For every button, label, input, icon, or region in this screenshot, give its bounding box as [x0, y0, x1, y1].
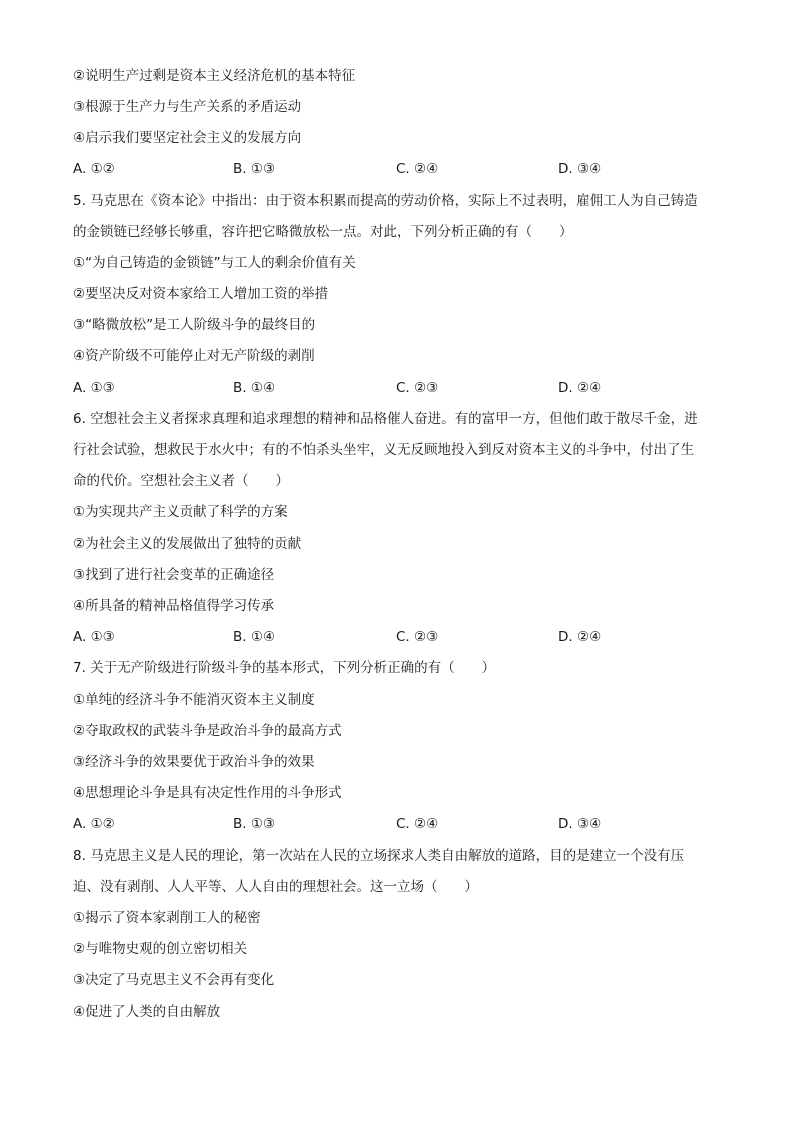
- option-c: C. ②④: [396, 161, 439, 177]
- option-c: C. ②④: [396, 816, 439, 832]
- option-a: A. ①②: [73, 161, 115, 177]
- item-line: ③决定了马克思主义不会再有变化: [73, 972, 275, 988]
- option-c: C. ②③: [396, 629, 439, 645]
- item-line: ②夺取政权的武装斗争是政治斗争的最高方式: [73, 723, 342, 739]
- item-line: ④思想理论斗争是具有决定性作用的斗争形式: [73, 785, 342, 801]
- item-line: ④资产阶级不可能停止对无产阶级的剥削: [73, 348, 315, 364]
- item-line: ②要坚决反对资本家给工人增加工资的举措: [73, 286, 329, 302]
- question-stem: 的金锁链已经够长够重，容许把它略微放松一点。对此，下列分析正确的有（ ）: [73, 224, 573, 240]
- item-line: ④所具备的精神品格值得学习传承: [73, 598, 275, 614]
- question-stem: 6. 空想社会主义者探求真理和追求理想的精神和品格催人奋进。有的富甲一方，但他们敢于散尽千金，进: [73, 411, 698, 427]
- item-line: ①单纯的经济斗争不能消灭资本主义制度: [73, 692, 315, 708]
- option-b: B. ①④: [233, 380, 276, 396]
- question-stem: 行社会试验，想救民于水火中；有的不怕杀头坐牢，义无反顾地投入到反对资本主义的斗争中，付出了生: [73, 442, 694, 458]
- question-stem: 8. 马克思主义是人民的理论，第一次站在人民的立场探求人类自由解放的道路，目的是建立一个没有压: [73, 848, 685, 864]
- option-b: B. ①③: [233, 816, 276, 832]
- options-row: [73, 159, 733, 179]
- item-line: ③“略微放松”是工人阶级斗争的最终目的: [73, 317, 316, 333]
- item-line: ③找到了进行社会变革的正确途径: [73, 567, 275, 583]
- options-row: [73, 378, 733, 398]
- item-line: ①为实现共产主义贡献了科学的方案: [73, 504, 288, 520]
- options-row: [73, 627, 733, 647]
- item-line: ②说明生产过剩是资本主义经济危机的基本特征: [73, 68, 356, 84]
- question-stem: 迫、没有剥削、人人平等、人人自由的理想社会。这一立场（ ）: [73, 879, 478, 895]
- question-stem: 5. 马克思在《资本论》中指出：由于资本积累而提高的劳动价格，实际上不过表明，雇佣工人为自己铸造: [73, 193, 698, 209]
- item-line: ②为社会主义的发展做出了独特的贡献: [73, 536, 302, 552]
- item-line: ①“为自己铸造的金锁链”与工人的剩余价值有关: [73, 255, 356, 271]
- option-a: A. ①③: [73, 380, 115, 396]
- question-stem: 命的代价。空想社会主义者（ ）: [73, 473, 289, 489]
- item-line: ④促进了人类的自由解放: [73, 1004, 221, 1020]
- item-line: ②与唯物史观的创立密切相关: [73, 941, 248, 957]
- option-a: A. ①③: [73, 629, 115, 645]
- item-line: ④启示我们要坚定社会主义的发展方向: [73, 130, 302, 146]
- item-line: ③经济斗争的效果要优于政治斗争的效果: [73, 754, 315, 770]
- option-b: B. ①④: [233, 629, 276, 645]
- question-stem: 7. 关于无产阶级进行阶级斗争的基本形式，下列分析正确的有（ ）: [73, 660, 496, 676]
- item-line: ①揭示了资本家剥削工人的秘密: [73, 910, 261, 926]
- option-d: D. ③④: [558, 161, 602, 177]
- option-a: A. ①②: [73, 816, 115, 832]
- option-d: D. ②④: [558, 380, 602, 396]
- item-line: ③根源于生产力与生产关系的矛盾运动: [73, 99, 302, 115]
- option-c: C. ②③: [396, 380, 439, 396]
- option-b: B. ①③: [233, 161, 276, 177]
- option-d: D. ③④: [558, 816, 602, 832]
- options-row: [73, 814, 733, 834]
- option-d: D. ②④: [558, 629, 602, 645]
